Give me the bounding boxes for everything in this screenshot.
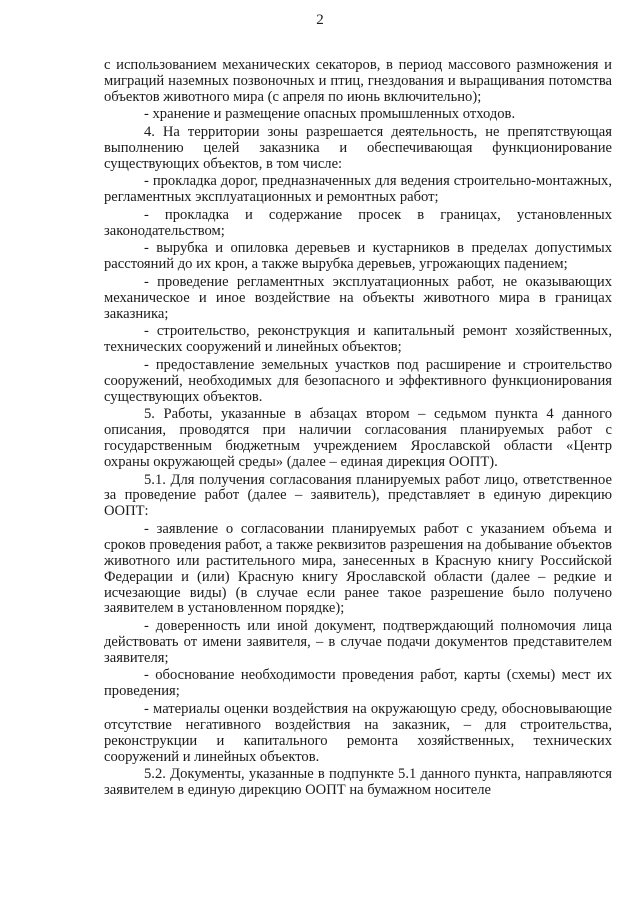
list-item-application: - заявление о согласовании планируемых работ с указанием объема и сроков проведения работ, а также реквизитов разрешения на добывание объектов животного или растительного мира, занесенных в Красную книгу Российской Федерации и (или) Красную книгу Ярославской области (далее – редкие и исчезающие виды) (в случае если ранее такое разрешение было получено заявителем в установленном порядке); — [104, 520, 612, 617]
page-number: 2 — [316, 12, 324, 28]
clause-5: 5. Работы, указанные в абзацах втором – седьмом пункта 4 данного описания, проводятся при наличии согласования планируемых работ с государственным бюджетным учреждением Ярославской области «Центр охраны окружающей среды» (далее – единая дирекция ООПТ). — [104, 406, 612, 470]
document-body — [104, 58, 612, 801]
list-item-roads: - прокладка дорог, предназначенных для ведения строительно-монтажных, регламентных эксплуатационных и ремонтных работ; — [104, 173, 612, 206]
clause-4: 4. На территории зоны разрешается деятельность, не препятствующая выполнению целей заказника и обеспечивающая функционирование существующих объектов, в том числе: — [104, 124, 612, 172]
list-item-construction: - строительство, реконструкция и капитальный ремонт хозяйственных, технических сооружений и линейных объектов; — [104, 323, 612, 356]
clause-5-1: 5.1. Для получения согласования планируемых работ лицо, ответственное за проведение работ (далее – заявитель), представляет в единую дирекцию ООПТ: — [104, 471, 612, 520]
list-item-land-allocation: - предоставление земельных участков под расширение и строительство сооружений, необходимых для безопасного и эффективного функционирования существующих объектов. — [104, 356, 612, 405]
list-item-justification: - обоснование необходимости проведения работ, карты (схемы) мест их проведения; — [104, 667, 612, 700]
list-item-waste-storage: - хранение и размещение опасных промышленных отходов. — [144, 106, 516, 123]
clause-5-2: 5.2. Документы, указанные в подпункте 5.1 данного пункта, направляются заявителем в единую дирекцию ООПТ на бумажном носителе — [104, 766, 612, 799]
paragraph-continuation: с использованием механических секаторов, в период массового размножения и миграций наземных позвоночных и птиц, гнездования и выращивания потомства объектов животного мира (с апреля по июнь включительно); — [104, 57, 612, 105]
list-item-tree-cutting: - вырубка и опиловка деревьев и кустарников в пределах допустимых расстояний до их крон, а также вырубка деревьев, угрожающих падением; — [104, 240, 612, 273]
list-item-power-of-attorney: - доверенность или иной документ, подтверждающий полномочия лица действовать от имени заявителя, – в случае подачи документов представителем заявителя; — [104, 618, 612, 666]
list-item-impact-assessment: - материалы оценки воздействия на окружающую среду, обосновывающие отсутствие негативного воздействия на заказник, – для строительства, реконструкции и капитального ремонта хозяйственных, технических сооружений и линейных объектов. — [104, 700, 612, 765]
list-item-maintenance-works: - проведение регламентных эксплуатационных работ, не оказывающих механическое и иное воздействие на объекты животного мира в границах заказника; — [104, 273, 612, 322]
list-item-clearings: - прокладка и содержание просек в границах, установленных законодательством; — [104, 206, 612, 239]
